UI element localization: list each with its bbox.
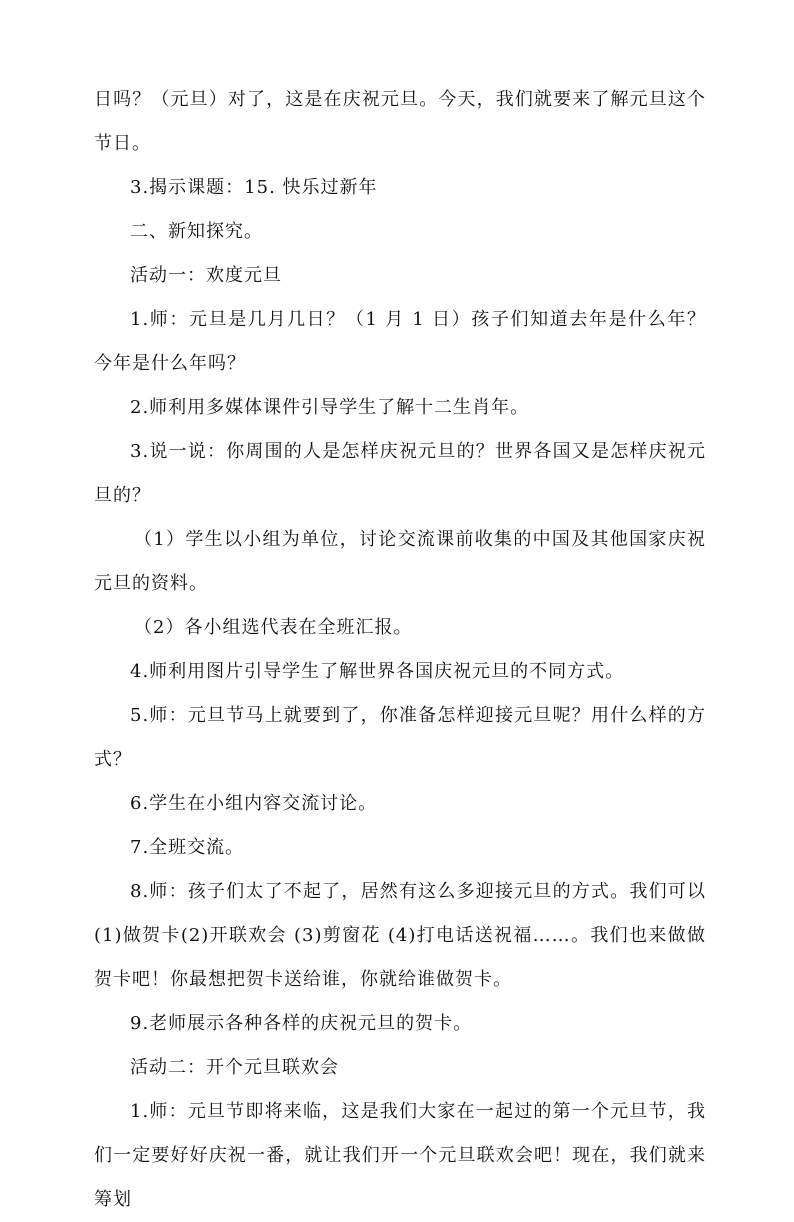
paragraph-step-2: 2.师利用多媒体课件引导学生了解十二生肖年。 xyxy=(130,397,530,418)
paragraph-lesson-topic: 3.揭示课题：15. 快乐过新年 xyxy=(130,177,378,198)
activity-heading-1: 活动一：欢度元旦 xyxy=(130,265,282,286)
paragraph-substep-2: （2）各小组选代表在全班汇报。 xyxy=(134,617,413,638)
paragraph-step-3: 3.说一说：你周围的人是怎样庆祝元旦的？世界各国又是怎样庆祝元旦的？ xyxy=(94,441,706,506)
paragraph-step-9: 9.老师展示各种各样的庆祝元旦的贺卡。 xyxy=(130,1013,473,1034)
paragraph-step-7: 7.全班交流。 xyxy=(130,837,245,858)
paragraph-activity2-step-1: 1.师：元旦节即将来临，这是我们大家在一起过的第一个元旦节，我们一定要好好庆祝一番，就让我们开一个元旦联欢会吧！现在，我们就来筹划 xyxy=(94,1101,706,1210)
activity-heading-2: 活动二：开个元旦联欢会 xyxy=(130,1057,339,1078)
paragraph-step-5: 5.师：元旦节马上就要到了，你准备怎样迎接元旦呢？用什么样的方式？ xyxy=(94,705,706,770)
paragraph-substep-1: （1）学生以小组为单位，讨论交流课前收集的中国及其他国家庆祝元旦的资料。 xyxy=(94,529,706,594)
paragraph-continuation: 日吗？（元旦）对了，这是在庆祝元旦。今天，我们就要来了解元旦这个节日。 xyxy=(94,89,706,154)
section-heading-new-knowledge: 二、新知探究。 xyxy=(130,221,263,242)
paragraph-step-1: 1.师：元旦是几月几日？（1 月 1 日）孩子们知道去年是什么年？今年是什么年吗？ xyxy=(94,309,706,374)
paragraph-step-8: 8.师：孩子们太了不起了，居然有这么多迎接元旦的方式。我们可以(1)做贺卡(2)开联欢会 (3)剪窗花 (4)打电话送祝福……。我们也来做做贺卡吧！你最想把贺卡送给谁，你就给谁做贺卡。 xyxy=(94,881,706,990)
paragraph-step-6: 6.学生在小组内容交流讨论。 xyxy=(130,793,378,814)
paragraph-step-4: 4.师利用图片引导学生了解世界各国庆祝元旦的不同方式。 xyxy=(130,661,625,682)
